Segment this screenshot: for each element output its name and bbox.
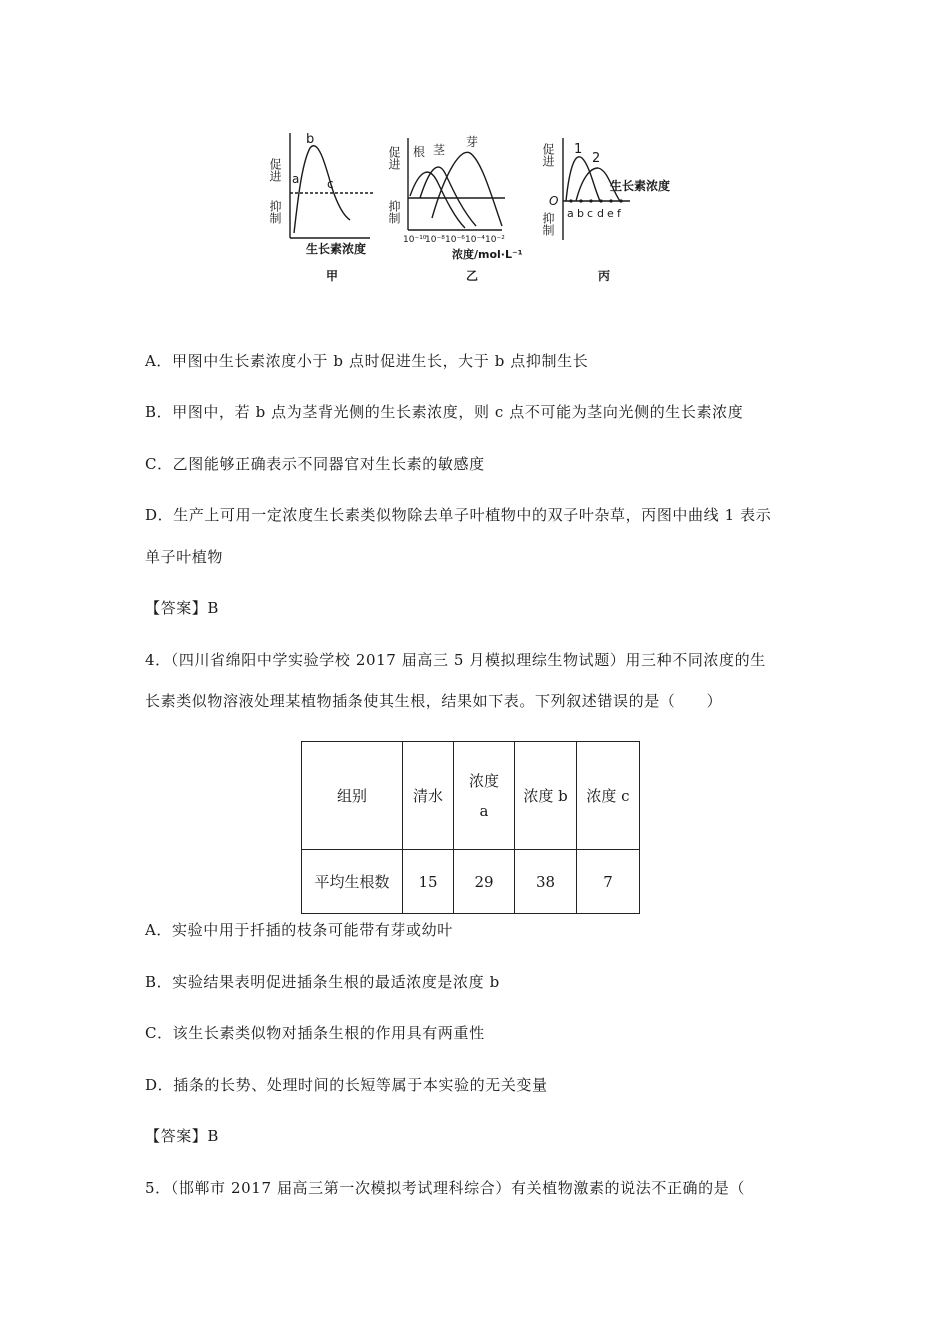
table-row <box>302 850 640 914</box>
table-cell: 15 <box>403 850 454 914</box>
table-cell: 7 <box>577 850 640 914</box>
jia-x-label: 生长素浓度 <box>306 242 367 256</box>
bing-tick: c <box>587 207 594 220</box>
q4-option-d: D．插条的长势、处理时间的长短等属于本实验的无关变量 <box>145 1076 548 1094</box>
jia-point-b: b <box>306 132 315 147</box>
bing-tick: d <box>597 207 604 220</box>
yi-tick: 10⁻⁸ <box>425 235 445 245</box>
table-cell: 29 <box>454 850 515 914</box>
q3-option-d: D．生产上可用一定浓度生长素类似物除去单子叶植物中的双子叶杂草，丙图中曲线 1 表示 <box>145 506 772 524</box>
bing-origin: O <box>549 194 559 208</box>
q4-option-b: B．实验结果表明促进插条生根的最适浓度是浓度 b <box>145 973 500 991</box>
table-header-cell: 清水 <box>403 742 454 850</box>
figure-group <box>270 128 690 288</box>
yi-curve-stem: 茎 <box>433 143 446 157</box>
yi-tick: 10⁻⁶ <box>445 235 465 245</box>
jia-caption: 甲 <box>326 269 339 283</box>
jia-point-a: a <box>292 172 300 186</box>
yi-tick: 10⁻² <box>485 235 505 245</box>
q4-answer: 【答案】B <box>145 1127 220 1145</box>
bing-x-label: 生长素浓度 <box>610 179 671 193</box>
table-header-cell: 浓度 b <box>515 742 577 850</box>
yi-curve-root: 根 <box>413 145 426 159</box>
jia-y-inhibit: 抑制 <box>268 200 282 224</box>
table-cell: 平均生根数 <box>302 850 403 914</box>
yi-curve-bud: 芽 <box>466 135 479 149</box>
jia-point-c: c <box>327 177 334 191</box>
yi-tick: 10⁻⁴ <box>465 235 485 245</box>
q3-option-c: C．乙图能够正确表示不同器官对生长素的敏感度 <box>145 455 485 473</box>
yi-y-promote: 促进 <box>387 146 401 170</box>
yi-tick: 10⁻¹⁰ <box>403 235 427 245</box>
q3-option-d-cont: 单子叶植物 <box>145 548 224 566</box>
table-row <box>302 742 640 850</box>
q3-answer: 【答案】B <box>145 599 220 617</box>
q4-stem: 4．（四川省绵阳中学实验学校 2017 届高三 5 月模拟理综生物试题）用三种不同浓度的生 <box>145 651 766 669</box>
table-header-text: 浓度 <box>468 771 499 790</box>
yi-caption: 乙 <box>466 269 479 283</box>
q5-stem: 5．（邯郸市 2017 届高三第一次模拟考试理科综合）有关植物激素的说法不正确的是（ <box>145 1179 745 1197</box>
q4-option-c: C．该生长素类似物对插条生根的作用具有两重性 <box>145 1024 485 1042</box>
table-cell: 38 <box>515 850 577 914</box>
table-header-text: a <box>479 801 489 820</box>
bing-tick: b <box>577 207 584 220</box>
bing-tick: e <box>607 207 614 220</box>
bing-caption: 丙 <box>598 269 611 283</box>
table-header-cell <box>454 742 515 850</box>
q4-results-table <box>301 741 640 914</box>
bing-curve-1: 1 <box>574 142 583 157</box>
q3-option-b: B．甲图中，若 b 点为茎背光侧的生长素浓度，则 c 点不可能为茎向光侧的生长素浓度 <box>145 403 744 421</box>
bing-y-promote: 促进 <box>541 143 555 167</box>
table-header-cell: 浓度 c <box>577 742 640 850</box>
q4-stem-cont: 长素类似物溶液处理某植物插条使其生根，结果如下表。下列叙述错误的是（ ） <box>145 692 723 710</box>
q3-option-a: A．甲图中生长素浓度小于 b 点时促进生长，大于 b 点抑制生长 <box>145 352 589 370</box>
yi-y-inhibit: 抑制 <box>387 200 401 224</box>
jia-y-promote: 促进 <box>268 158 282 182</box>
bing-curve-2: 2 <box>592 151 601 166</box>
q4-option-a: A．实验中用于扦插的枝条可能带有芽或幼叶 <box>145 921 453 939</box>
table-header-cell: 组别 <box>302 742 403 850</box>
bing-tick: a <box>567 207 574 220</box>
bing-y-inhibit: 抑制 <box>541 212 555 236</box>
bing-tick: f <box>617 207 621 220</box>
yi-x-label: 浓度/mol·L⁻¹ <box>452 248 523 261</box>
